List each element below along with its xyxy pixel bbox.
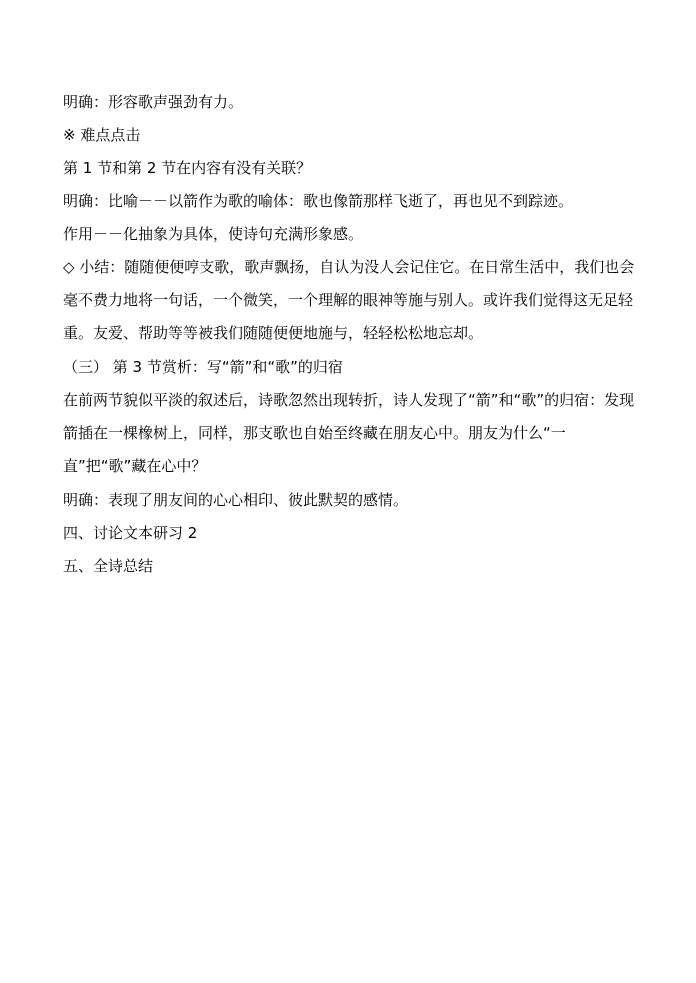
answer-line-3: 明确：表现了朋友间的心心相印、彼此默契的感情。 bbox=[63, 491, 409, 509]
question-line: 第 1 节和第 2 节在内容有没有关联？ bbox=[63, 159, 312, 177]
section-heading-3: （三） 第 3 节赏析：写“箭”和“歌”的归宿 bbox=[63, 358, 343, 376]
function-line: 作用－－化抽象为具体，使诗句充满形象感。 bbox=[63, 225, 364, 243]
section-heading-difficulty: ※ 难点点击 bbox=[63, 126, 141, 144]
answer-line-2: 明确：比喻－－以箭作为歌的喻体：歌也像箭那样飞逝了，再也见不到踪迹。 bbox=[63, 192, 574, 210]
answer-line-1: 明确：形容歌声强劲有力。 bbox=[63, 93, 244, 111]
document-body bbox=[63, 92, 638, 589]
summary-paragraph: ◇ 小结：随随便便哼支歌，歌声飘扬，自认为没人会记住它。在日常生活中，我们也会毫不费力地将一句话，一个微笑，一个理解的眼神等施与别人。或许我们觉得这无足轻重。友爱、帮助等等被我们随随便便地施与，轻轻松松地忘却。 bbox=[63, 258, 635, 342]
section-heading-5: 五、全诗总结 bbox=[63, 557, 154, 575]
analysis-paragraph: 在前两节貌似平淡的叙述后，诗歌忽然出现转折，诗人发现了“箭”和“歌”的归宿：发现箭插在一棵橡树上，同样，那支歌也自始至终藏在朋友心中。朋友为什么“一直”把“歌”藏在心中？ bbox=[63, 391, 635, 475]
section-heading-4: 四、讨论文本研习 2 bbox=[63, 524, 198, 542]
